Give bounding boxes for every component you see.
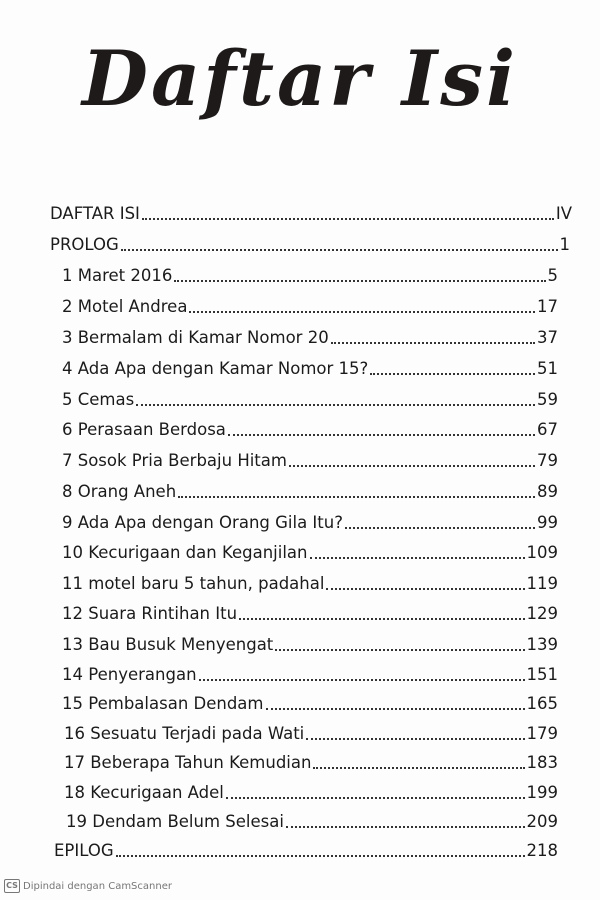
dot-leader <box>226 797 525 799</box>
scanner-watermark-text: Dipindai dengan CamScanner <box>23 880 172 892</box>
dot-leader <box>174 280 545 282</box>
toc-entry <box>62 634 558 656</box>
toc-entry <box>62 327 558 349</box>
toc-entry-label: 14 Penyerangan <box>62 665 197 684</box>
toc-entry-page: 179 <box>526 724 558 743</box>
toc-entry-label: 11 motel baru 5 tahun, padahal <box>62 574 325 593</box>
toc-entry-label: DAFTAR ISI <box>50 204 140 223</box>
toc-entry-page: 37 <box>537 328 558 347</box>
toc-entry-label: 13 Bau Busuk Menyengat <box>62 635 274 654</box>
toc-entry <box>62 296 558 318</box>
toc-entry <box>62 450 558 472</box>
toc-entry <box>62 693 558 715</box>
dot-leader <box>310 557 525 559</box>
dot-leader <box>306 738 524 740</box>
dot-leader <box>116 855 525 857</box>
dot-leader <box>370 373 535 375</box>
dot-leader <box>331 342 535 344</box>
scanner-watermark <box>4 879 172 893</box>
toc-entry-label: 8 Orang Aneh <box>62 482 177 501</box>
toc-entry-page: 109 <box>526 543 558 562</box>
toc-entry <box>62 664 558 686</box>
toc-entry-page: 139 <box>526 635 558 654</box>
toc-entry-page: 51 <box>537 359 558 378</box>
toc-entry-page: 5 <box>547 266 558 285</box>
toc-entry <box>62 481 558 503</box>
toc-entry-label: 12 Suara Rintihan Itu <box>62 604 238 623</box>
toc-entry <box>54 840 558 862</box>
toc-entry-label: 1 Maret 2016 <box>62 266 173 285</box>
dot-leader <box>228 434 535 436</box>
toc-entry-page: 199 <box>526 783 558 802</box>
toc-entry <box>64 782 558 804</box>
toc-entry-label: 3 Bermalam di Kamar Nomor 20 <box>62 328 329 347</box>
dot-leader <box>189 311 535 313</box>
toc-entry <box>62 419 558 441</box>
dot-leader <box>121 249 558 251</box>
toc-entry-page: 79 <box>537 451 558 470</box>
toc-entry-label: 2 Motel Andrea <box>62 297 188 316</box>
toc-entry-label: 10 Kecurigaan dan Keganjilan <box>62 543 308 562</box>
toc-entry <box>64 752 558 774</box>
toc-entry <box>62 603 558 625</box>
toc-entry-label: 7 Sosok Pria Berbaju Hitam <box>62 451 287 470</box>
camscanner-logo-icon: CS <box>4 879 20 893</box>
toc-entry-page: 67 <box>537 420 558 439</box>
dot-leader <box>345 527 535 529</box>
toc-entry-page: 129 <box>526 604 558 623</box>
dot-leader <box>178 496 535 498</box>
toc-entry-page: 151 <box>526 665 558 684</box>
toc-entry-page: 99 <box>537 513 558 532</box>
toc-entry-label: 6 Perasaan Berdosa <box>62 420 226 439</box>
dot-leader <box>326 588 524 590</box>
toc-entry-page: 1 <box>559 235 570 254</box>
toc-entry <box>66 811 558 833</box>
toc-entry-label: 19 Dendam Belum Selesai <box>66 812 284 831</box>
dot-leader <box>239 618 524 620</box>
dot-leader <box>289 465 535 467</box>
toc-entry-page: 209 <box>526 812 558 831</box>
dot-leader <box>142 218 554 220</box>
toc-entry <box>62 512 558 534</box>
page-title: Daftar Isi <box>82 34 518 123</box>
dot-leader <box>286 826 525 828</box>
toc-entry <box>62 542 558 564</box>
toc-entry-label: 4 Ada Apa dengan Kamar Nomor 15? <box>62 359 369 378</box>
toc-entry-page: 183 <box>526 753 558 772</box>
dot-leader <box>136 404 535 406</box>
toc-entry-label: 9 Ada Apa dengan Orang Gila Itu? <box>62 513 343 532</box>
toc-entry-label: EPILOG <box>54 841 114 860</box>
toc-entry <box>62 265 558 287</box>
toc-entry-page: 165 <box>526 694 558 713</box>
toc-entry-label: PROLOG <box>50 235 119 254</box>
toc-entry <box>50 203 572 225</box>
toc-entry-label: 15 Pembalasan Dendam <box>62 694 264 713</box>
dot-leader <box>266 708 525 710</box>
dot-leader <box>275 649 524 651</box>
toc-entry-page: 218 <box>526 841 558 860</box>
toc-entry-page: 119 <box>526 574 558 593</box>
toc-entry <box>50 234 570 256</box>
dot-leader <box>199 679 525 681</box>
toc-entry <box>62 573 558 595</box>
dot-leader <box>313 767 524 769</box>
toc-entry <box>62 358 558 380</box>
toc-entry <box>64 723 558 745</box>
toc-entry-label: 18 Kecurigaan Adel <box>64 783 224 802</box>
toc-entry-label: 16 Sesuatu Terjadi pada Wati <box>64 724 305 743</box>
toc-entry-page: 89 <box>537 482 558 501</box>
toc-entry <box>62 389 558 411</box>
toc-entry-label: 17 Beberapa Tahun Kemudian <box>64 753 312 772</box>
toc-entry-page: IV <box>555 204 572 223</box>
toc-entry-label: 5 Cemas <box>62 390 135 409</box>
toc-entry-page: 17 <box>537 297 558 316</box>
toc-entry-page: 59 <box>537 390 558 409</box>
